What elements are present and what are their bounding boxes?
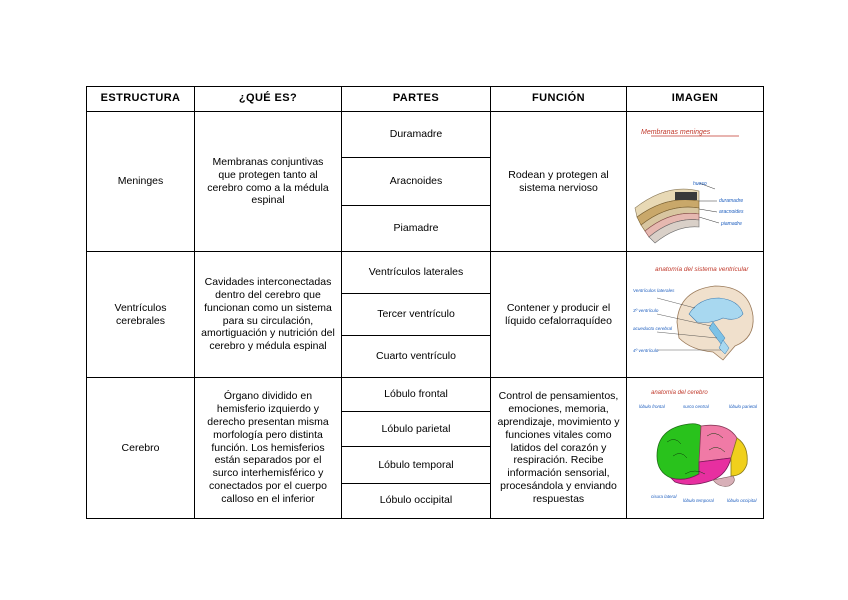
image-title: Membranas meninges <box>641 128 711 136</box>
estructura-cell: Meninges <box>87 112 195 252</box>
parte-cell: Lóbulo parietal <box>342 412 491 447</box>
ventricles-image <box>627 252 764 378</box>
que-es-cell: Cavidades interconectadas dentro del cerebro que funcionan como un sistema para su circulación, amortiguación y nutrición del cerebro y médula espinal <box>195 252 342 378</box>
image-label: lóbulo frontal <box>639 404 665 409</box>
image-label: 4º ventrículo <box>633 348 659 353</box>
image-label: cisura lateral <box>651 494 677 499</box>
parte-cell: Lóbulo temporal <box>342 447 491 483</box>
header-que-es: ¿QUÉ ES? <box>195 87 342 112</box>
brain-image <box>627 378 764 519</box>
funcion-cell: Rodean y protegen al sistema nervioso <box>491 112 627 252</box>
parte-cell: Aracnoides <box>342 158 491 206</box>
header-funcion: FUNCIÓN <box>491 87 627 112</box>
image-label: hueso <box>693 180 707 187</box>
funcion-cell: Contener y producir el líquido cefalorraquídeo <box>491 252 627 378</box>
estructura-cell: Cerebro <box>87 378 195 519</box>
image-label: lóbulo occipital <box>727 498 757 503</box>
image-label: Ventrículos laterales <box>633 288 675 293</box>
funcion-cell: Control de pensamientos, emociones, memoria, aprendizaje, movimiento y funciones vitales como latidos del corazón y respiración. Recibe información sensorial, procesándola y enviando respuestas <box>491 378 627 519</box>
parte-cell: Lóbulo occipital <box>342 483 491 518</box>
image-label: surco central <box>683 404 709 409</box>
parte-cell: Duramadre <box>342 112 491 158</box>
header-estructura: ESTRUCTURA <box>87 87 195 112</box>
estructura-cell: Ventrículos cerebrales <box>87 252 195 378</box>
image-label: piamadre <box>721 220 742 227</box>
parte-cell: Tercer ventrículo <box>342 294 491 336</box>
parte-cell: Lóbulo frontal <box>342 378 491 412</box>
table-row <box>87 112 764 158</box>
header-partes: PARTES <box>342 87 491 112</box>
image-label: 3º ventrículo <box>633 308 659 313</box>
image-label: acueducto cerebral <box>633 326 673 331</box>
meninges-image <box>627 112 764 252</box>
table-row <box>87 252 764 294</box>
que-es-cell: Membranas conjuntivas que protegen tanto al cerebro como a la médula espinal <box>195 112 342 252</box>
brain-structures-table <box>86 86 764 519</box>
image-label: lóbulo parietal <box>729 404 758 409</box>
image-title: anatomía del sistema ventricular <box>655 266 749 273</box>
header-row <box>87 87 764 112</box>
image-label: lóbulo temporal <box>683 498 714 503</box>
table-row <box>87 378 764 412</box>
image-label: duramadre <box>719 197 744 204</box>
image-label: aracnoides <box>719 208 744 215</box>
header-imagen: IMAGEN <box>627 87 764 112</box>
parte-cell: Cuarto ventrículo <box>342 336 491 378</box>
que-es-cell: Órgano dividido en hemisferio izquierdo y derecho presentan misma morfología pero distinta función. Los hemisferios están separados por el surco interhemisférico y conectados por el cuerpo calloso en el inferior <box>195 378 342 519</box>
parte-cell: Ventrículos laterales <box>342 252 491 294</box>
parte-cell: Piamadre <box>342 206 491 252</box>
image-title: anatomía del cerebro <box>651 390 708 396</box>
